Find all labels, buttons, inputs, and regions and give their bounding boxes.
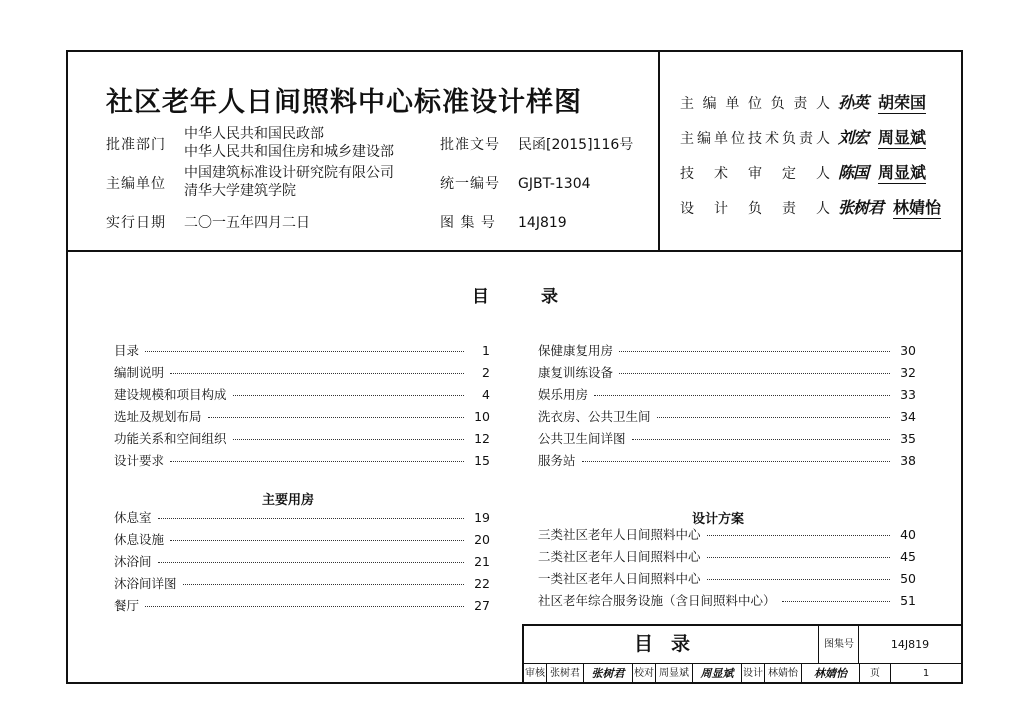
responsibility-row — [680, 195, 941, 219]
responsibility-row — [680, 90, 926, 114]
toc-entry-title: 沐浴间详图 — [114, 576, 177, 591]
effective-label: 实行日期 — [106, 215, 166, 231]
responsibility-label: 主编单位技术负责人 — [680, 131, 830, 147]
responsibility-label: 主编单位负责人 — [680, 96, 830, 112]
effective-date: 二〇一五年四月二日 — [184, 215, 310, 231]
toc-entry-title: 编制说明 — [114, 365, 165, 380]
toc-list-right — [538, 341, 916, 473]
sheet-atlas-label: 图集号 — [820, 626, 859, 663]
toc-entry-title: 康复训练设备 — [538, 365, 614, 380]
design-label: 设计 — [742, 664, 765, 684]
toc-entry[interactable] — [538, 429, 916, 451]
toc-entry-page: 19 — [474, 510, 490, 525]
toc-entry-title: 设计要求 — [114, 453, 165, 468]
toc-entry[interactable] — [114, 363, 490, 385]
toc-entry[interactable] — [114, 451, 490, 473]
toc-entry-title: 社区老年综合服务设施（含日间照料中心） — [538, 593, 776, 608]
title-block-row-2 — [524, 664, 961, 684]
atlas-label: 图 集 号 — [440, 215, 496, 231]
toc-entry-page: 4 — [482, 387, 490, 402]
toc-entry-title: 三类社区老年人日间照料中心 — [538, 527, 701, 542]
checker-name: 周显斌 — [656, 664, 693, 684]
toc-entry-page: 32 — [900, 365, 916, 380]
toc-entry-page: 1 — [482, 343, 490, 358]
toc-entry-title: 二类社区老年人日间照料中心 — [538, 549, 701, 564]
header-divider — [658, 52, 660, 250]
signature: 孙英 — [838, 93, 869, 112]
signature: 周显斌 — [878, 125, 926, 149]
toc-entry[interactable] — [114, 341, 490, 363]
editor-label: 主编单位 — [106, 176, 166, 192]
approval-doc-label: 批准文号 — [440, 137, 500, 153]
toc-entry-page: 22 — [474, 576, 490, 591]
toc-entry[interactable] — [114, 385, 490, 407]
sheet-atlas-no: 14J819 — [890, 638, 930, 651]
approval-dept-label: 批准部门 — [106, 137, 166, 153]
reviewer-name: 张树君 — [547, 664, 584, 684]
toc-entry[interactable] — [538, 591, 916, 613]
toc-entry-title: 休息设施 — [114, 532, 165, 547]
document-title: 社区老年人日间照料中心标准设计样图 — [106, 87, 582, 118]
toc-entry[interactable] — [538, 341, 916, 363]
toc-entry-page: 12 — [474, 431, 490, 446]
responsibility-row — [680, 125, 926, 149]
title-block-row-1 — [524, 626, 961, 664]
toc-entry-title: 目录 — [114, 343, 140, 358]
toc-list-left-2 — [114, 508, 490, 618]
page-label: 页 — [860, 664, 891, 684]
toc-entry-page: 10 — [474, 409, 490, 424]
signature: 刘宏 — [838, 128, 869, 147]
toc-entry-page: 34 — [900, 409, 916, 424]
toc-entry[interactable] — [538, 385, 916, 407]
responsibility-label: 技术审定人 — [680, 166, 830, 182]
toc-entry-page: 38 — [900, 453, 916, 468]
page-number: 1 — [922, 668, 930, 679]
toc-entry-page: 51 — [900, 593, 916, 608]
signature: 林婧怡 — [893, 195, 941, 219]
toc-entry[interactable] — [114, 508, 490, 530]
reviewer-signature: 张树君 — [584, 664, 633, 684]
toc-entry[interactable] — [114, 429, 490, 451]
toc-entry-title: 建设规模和项目构成 — [114, 387, 227, 402]
toc-entry-title: 休息室 — [114, 510, 152, 525]
toc-entry-page: 50 — [900, 571, 916, 586]
toc-entry-page: 27 — [474, 598, 490, 613]
designer-signature: 林婧怡 — [802, 664, 860, 684]
toc-entry-page: 45 — [900, 549, 916, 564]
toc-entry-title: 一类社区老年人日间照料中心 — [538, 571, 701, 586]
title-block — [522, 624, 961, 684]
toc-entry-title: 娱乐用房 — [538, 387, 589, 402]
check-label: 校对 — [633, 664, 656, 684]
toc-entry[interactable] — [538, 407, 916, 429]
toc-section-main-rooms: 主要用房 — [262, 493, 315, 508]
responsibility-label: 设计负责人 — [680, 201, 830, 217]
toc-entry-title: 沐浴间 — [114, 554, 152, 569]
toc-entry-page: 40 — [900, 527, 916, 542]
toc-entry-page: 33 — [900, 387, 916, 402]
toc-entry-title: 功能关系和空间组织 — [114, 431, 227, 446]
toc-entry-page: 15 — [474, 453, 490, 468]
header-block — [68, 52, 961, 252]
signature: 陈国 — [838, 163, 869, 182]
signature: 胡荣国 — [878, 90, 926, 114]
toc-entry[interactable] — [538, 569, 916, 591]
toc-section-design-schemes: 设计方案 — [692, 512, 745, 527]
toc-entry[interactable] — [114, 530, 490, 552]
drawing-frame — [66, 50, 963, 684]
checker-signature: 周显斌 — [693, 664, 742, 684]
approval-dept-2: 中华人民共和国住房和城乡建设部 — [184, 144, 394, 160]
toc-entry[interactable] — [114, 596, 490, 618]
toc-entry-title: 选址及规划布局 — [114, 409, 202, 424]
toc-entry[interactable] — [114, 574, 490, 596]
toc-entry-title: 服务站 — [538, 453, 576, 468]
approval-dept-1: 中华人民共和国民政部 — [184, 126, 324, 142]
toc-entry-page: 21 — [474, 554, 490, 569]
review-label: 审核 — [524, 664, 547, 684]
toc-entry-title: 公共卫生间详图 — [538, 431, 626, 446]
toc-entry[interactable] — [114, 407, 490, 429]
signature: 张树君 — [838, 198, 884, 217]
responsibility-row — [680, 160, 926, 184]
approval-doc: 民函[2015]116号 — [518, 137, 634, 153]
toc-entry[interactable] — [538, 547, 916, 569]
unified-no: GJBT-1304 — [518, 176, 591, 192]
toc-entry[interactable] — [114, 552, 490, 574]
toc-entry-page: 2 — [482, 365, 490, 380]
toc-entry[interactable] — [538, 451, 916, 473]
designer-name: 林婧怡 — [765, 664, 802, 684]
toc-entry-title: 餐厅 — [114, 598, 140, 613]
toc-entry-page: 30 — [900, 343, 916, 358]
toc-entry-page: 20 — [474, 532, 490, 547]
toc-list-right-2 — [538, 525, 916, 613]
unified-no-label: 统一编号 — [440, 176, 500, 192]
toc-entry[interactable] — [538, 525, 916, 547]
editor-1: 中国建筑标准设计研究院有限公司 — [184, 165, 394, 181]
toc-entry-title: 洗衣房、公共卫生间 — [538, 409, 651, 424]
toc-entry-page: 35 — [900, 431, 916, 446]
toc-list-left — [114, 341, 490, 473]
editor-2: 清华大学建筑学院 — [184, 183, 296, 199]
atlas-no: 14J819 — [518, 215, 567, 231]
toc-entry-title: 保健康复用房 — [538, 343, 614, 358]
sheet-name: 目录 — [524, 626, 819, 663]
toc-entry[interactable] — [538, 363, 916, 385]
toc-title: 目录 — [472, 287, 610, 307]
signature: 周显斌 — [878, 160, 926, 184]
